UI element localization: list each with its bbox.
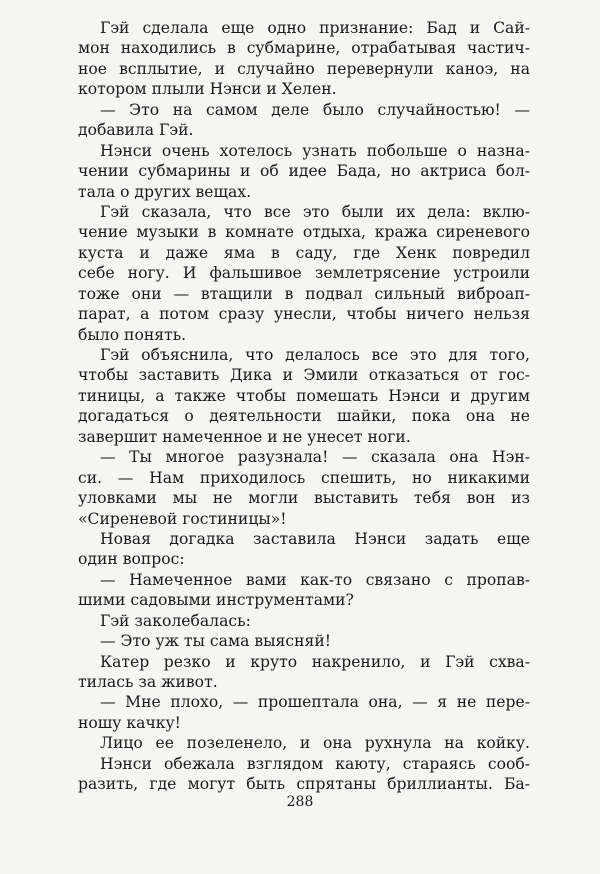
text-line: куста и даже яма в саду, где Хенк повредил <box>78 243 530 262</box>
body-text <box>78 18 530 795</box>
text-line: — Это уж ты сама выясняй! <box>100 632 331 651</box>
text-line: тала о других вещах. <box>78 182 252 201</box>
text-line: парат, а потом сразу унесли, чтобы ничего нельзя <box>78 305 530 324</box>
text-line: ное всплытие, и случайно перевернули каноэ, на <box>78 59 530 78</box>
text-line: тиницы, а также чтобы помешать Нэнси и другим <box>78 386 530 405</box>
text-line: уловками мы не могли выставить тебя вон из <box>78 489 530 508</box>
text-line: котором плыли Нэнси и Хелен. <box>78 80 337 99</box>
text-line: Новая догадка заставила Нэнси задать еще <box>100 529 530 548</box>
text-line: — Мне плохо, — прошептала она, — я не пере- <box>100 693 530 712</box>
page-number: 288 <box>286 794 314 810</box>
text-line: тоже они — втащили в подвал сильный виброап- <box>78 284 530 303</box>
text-line: было понять. <box>78 325 187 344</box>
text-line: Гэй объяснила, что делалось все это для того, <box>100 346 530 364</box>
text-line: Гэй сделала еще одно признание: Бад и Сай- <box>100 19 530 37</box>
text-line: чении субмарины и об идее Бада, но актриса бол- <box>78 162 530 181</box>
text-line: Лицо ее позеленело, и она рухнула на койку. <box>100 734 530 753</box>
text-line: си. — Нам приходилось спешить, но никакими <box>78 468 530 487</box>
text-line: Катер резко и круто накренило, и Гэй схва- <box>100 652 530 671</box>
text-line: Нэнси очень хотелось узнать побольше о назна- <box>100 141 530 160</box>
text-line: «Сиреневой гостиницы»! <box>78 509 287 528</box>
text-line: чтобы заставить Дика и Эмили отказаться от гос- <box>78 366 530 385</box>
text-line: Гэй заколебалась: <box>100 611 251 630</box>
text-line: разить, где могут быть спрятаны бриллианты. Ба- <box>78 775 530 794</box>
text-line: себе ногу. И фальшивое землетрясение устроили <box>78 264 530 283</box>
text-line: завершит намеченное и не унесет ноги. <box>78 427 411 446</box>
text-line: добавила Гэй. <box>78 121 194 140</box>
text-line: — Ты многое разузнала! — сказала она Нэн- <box>100 448 530 467</box>
text-line: — Намеченное вами как-то связано с пропав- <box>100 570 530 589</box>
text-line: — Это на самом деле было случайностью! — <box>100 100 530 119</box>
text-line: чение музыки в комнате отдыха, кража сиреневого <box>78 223 530 242</box>
text-line: шими садовыми инструментами? <box>78 591 354 610</box>
text-line: мон находились в субмарине, отрабатывая частич- <box>78 39 530 58</box>
text-line: догадаться о деятельности шайки, пока она не <box>78 407 530 426</box>
text-line: один вопрос: <box>78 550 185 569</box>
text-line: Гэй сказала, что все это были их дела: вклю- <box>100 202 530 221</box>
text-line: тилась за живот. <box>78 673 218 691</box>
text-line: ношу качку! <box>78 713 181 732</box>
text-line: Нэнси обежала взглядом каюту, стараясь сооб- <box>100 754 530 773</box>
